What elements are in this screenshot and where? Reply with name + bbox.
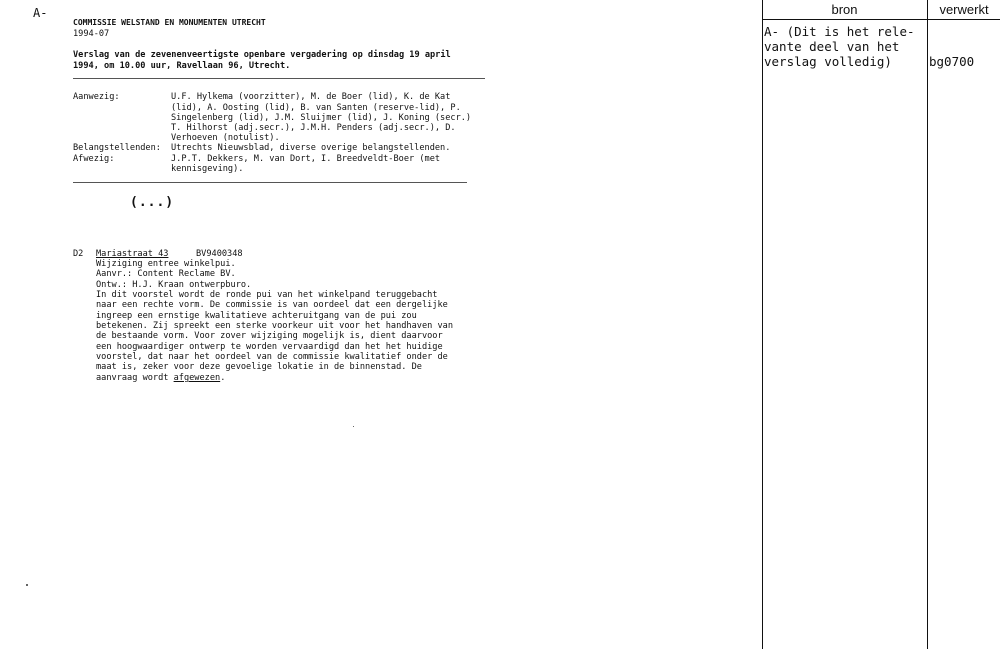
item-line: In dit voorstel wordt de ronde pui van het winkelpand teruggebacht [96,290,438,300]
item-line: naar een rechte vorm. De commissie is van oordeel dat een dergelijke [96,300,448,310]
item-case-number: BV9400348 [196,249,243,259]
item-line: Aanvr.: Content Reclame BV. [96,269,236,279]
present-line: (lid), A. Oosting (lid), B. van Santen (reserve-lid), P. [171,103,461,113]
present-line: Singelenberg (lid), J.M. Sluijmer (lid), J. Koning (secr.) [171,113,472,123]
column-header-bron: bron [831,2,858,17]
item-line: maat is, zeker voor deze gevoelige lokatie in de binnenstad. De [96,362,422,372]
item-line: betekenen. Zij spreekt een sterke voorkeur uit voor het handhaven van [96,321,453,331]
report-line-2: 1994, om 10.00 uur, Ravellaan 96, Utrecht. [73,61,291,71]
org-name: COMMISSIE WELSTAND EN MONUMENTEN UTRECHT [73,18,266,27]
absent-line: J.P.T. Dekkers, M. van Dort, I. Breedveldt-Boer (met [171,154,441,164]
item-line: de bestaande vorm. Voor zover wijziging mogelijk is, dient daarvoor [96,331,443,341]
column-header-verwerkt: verwerkt [939,2,989,17]
interested-value: Utrechts Nieuwsblad, diverse overige belangstellenden. [171,143,451,153]
attendance-divider [73,182,467,183]
conclusion-suffix: . [220,373,226,383]
item-line: ingreep een ernstige kwalitatieve achteruitgang van de pui zou [96,311,417,321]
item-address: Mariastraat 43 [96,249,169,259]
item-line: Ontw.: H.J. Kraan ontwerpburo. [96,280,252,290]
item-line: voorstel, dat naar het oordeel van de commissie kwalitatief onder de [96,352,448,362]
omission-ellipsis: (...) [130,195,175,210]
page-marker: A- [33,6,48,20]
scan-speck [353,426,354,427]
document-code: 1994-07 [73,29,110,39]
report-line-1: Verslag van de zevenenveertigste openbare vergadering op dinsdag 19 april [73,50,451,60]
table-column-divider [927,0,928,649]
present-line: T. Hilhorst (adj.secr.), J.M.H. Penders (adj.secr.), D. [171,123,456,133]
bron-note-line: A- (Dit is het rele- [764,24,915,39]
present-label: Aanwezig: [73,92,120,102]
decision-rejected: afgewezen [173,373,221,383]
item-number: D2 [73,249,84,259]
interested-label: Belangstellenden: [73,143,161,153]
bron-note-line: verslag volledig) [764,54,892,69]
present-line: Verhoeven (notulist). [171,133,280,143]
absent-line: kennisgeving). [171,164,244,174]
table-left-border [762,0,763,649]
item-conclusion [96,373,225,384]
present-line: U.F. Hylkema (voorzitter), M. de Boer (lid), K. de Kat [171,92,451,102]
scan-speck [26,584,28,586]
absent-label: Afwezig: [73,154,115,164]
verwerkt-value: bg0700 [929,54,975,69]
table-header-underline [762,19,1000,20]
item-line: Wijziging entree winkelpui. [96,259,236,269]
header-divider [73,78,485,79]
item-line: een hoogwaardiger ontwerp te worden vervaardigd dan het het huidige [96,342,443,352]
bron-note-line: vante deel van het [764,39,900,54]
conclusion-prefix: aanvraag wordt [96,373,174,383]
